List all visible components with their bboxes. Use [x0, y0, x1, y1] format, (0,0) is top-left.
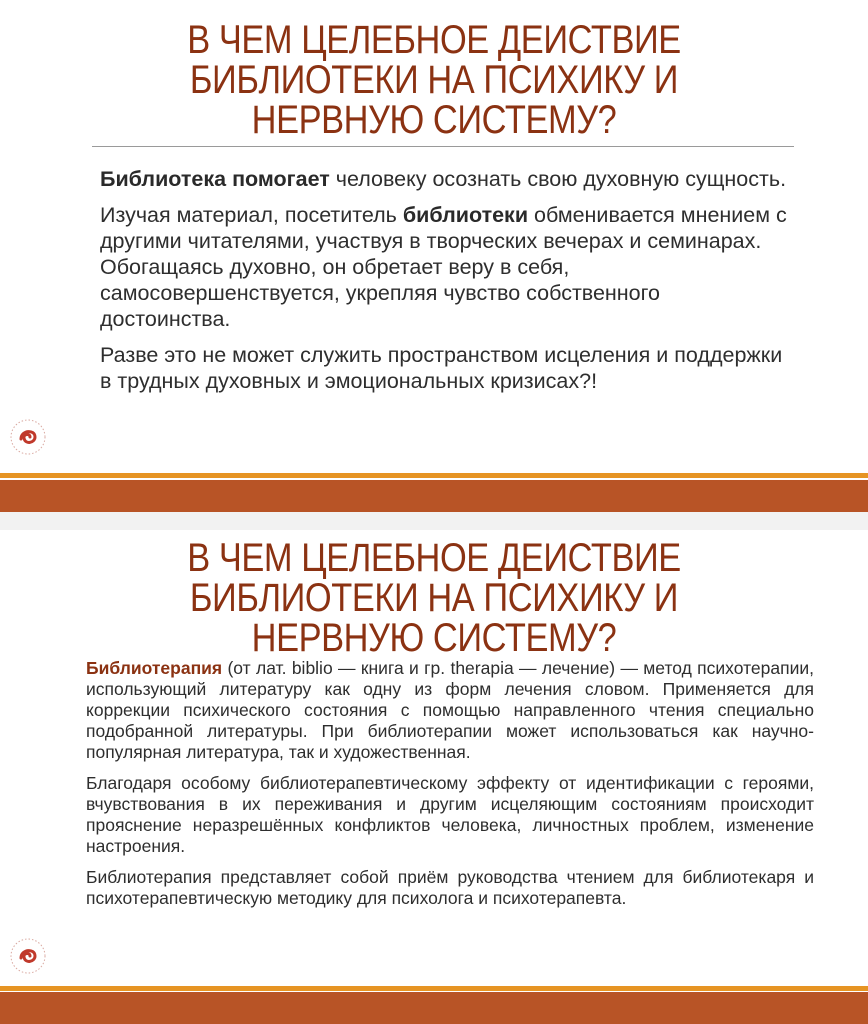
- text-run: Благодаря особому библиотерапевтическому эффекту от идентификации с героями, вчувствования в их переживания и другим исцеляющим состояниям происходит прояснение неразрешённых конфликтов человека, личностных проблем, изменение настроения.: [86, 773, 814, 856]
- accent-bar: [0, 992, 868, 1024]
- slide-2: [0, 530, 868, 1024]
- title-line: БИБЛИОТЕКИ НА ПСИХИКУ И: [189, 576, 679, 620]
- paragraph: [86, 773, 814, 857]
- bold-phrase: библиотеки: [402, 203, 529, 227]
- slide-gap: [0, 512, 868, 530]
- text-run: Изучая материал, посетитель: [100, 203, 403, 227]
- text-run: обменивается мнением с другими читателями, участвуя в творческих вечерах и семинарах. Обогащаясь духовно, он обретает веру в себя, самосовершенствуется, укрепляя чувство собственного достоинства.: [100, 203, 787, 331]
- title-line: БИБЛИОТЕКИ НА ПСИХИКУ И: [189, 58, 679, 102]
- title-line: НЕРВНУЮ СИСТЕМУ?: [251, 98, 617, 142]
- paragraph: [86, 658, 814, 763]
- accent-bar-thin: [0, 473, 868, 478]
- title-line: НЕРВНУЮ СИСТЕМУ?: [251, 616, 617, 660]
- text-run: Библиотерапия представляет собой приём руководства чтением для библиотекаря и психотерапевтическую методику для психолога и психотерапевта.: [86, 867, 814, 908]
- slide-2-title: [0, 538, 868, 658]
- psychology-center-logo-icon: [6, 415, 50, 459]
- title-divider: [92, 146, 794, 147]
- accent-bar: [0, 480, 868, 512]
- paragraph: [100, 342, 790, 394]
- paragraph: [86, 867, 814, 909]
- slide-1-title: [0, 20, 868, 140]
- accent-bar-thin: [0, 986, 868, 991]
- slide-2-body: [86, 658, 814, 919]
- text-run: Разве это не может служить пространством исцеления и поддержки в трудных духовных и эмоциональных кризисах?!: [100, 343, 783, 393]
- title-line: В ЧЕМ ЦЕЛЕБНОЕ ДЕИСТВИЕ: [187, 536, 681, 580]
- text-run: (от лат. biblio — книга и гр. therapia — лечение) — метод психотерапии, использующий литературу как одну из форм лечения словом. Применяется для коррекции психического состояния с помощью направленного чтения специально подобранной литературы. При библиотерапии может использоваться как научно-популярная литература, так и художественная.: [86, 658, 814, 762]
- paragraph: [100, 166, 790, 192]
- psychology-center-logo-icon: [6, 934, 50, 978]
- slide-1-body: [100, 166, 790, 404]
- paragraph: [100, 202, 790, 332]
- title-line: В ЧЕМ ЦЕЛЕБНОЕ ДЕИСТВИЕ: [187, 18, 681, 62]
- term-highlight: Библиотерапия: [86, 658, 223, 678]
- text-run: человеку осознать свою духовную сущность.: [329, 167, 787, 191]
- bold-phrase: Библиотека помогает: [100, 167, 330, 191]
